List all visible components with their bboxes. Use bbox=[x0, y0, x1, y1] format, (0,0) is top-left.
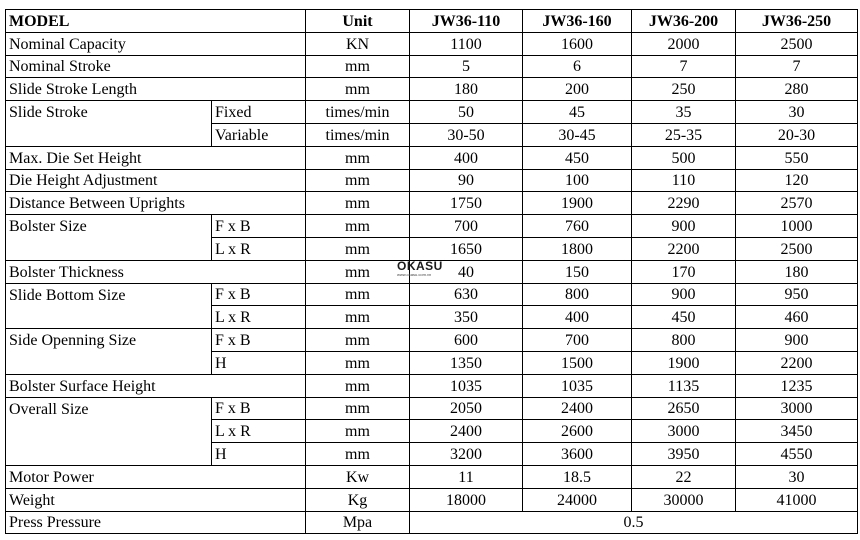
row-label bbox=[6, 420, 212, 443]
row-value-model-4: 550 bbox=[736, 146, 858, 169]
row-sub-label bbox=[212, 374, 306, 397]
row-unit: mm bbox=[306, 420, 410, 443]
row-value-model-1: 50 bbox=[410, 101, 523, 124]
table-row bbox=[6, 397, 858, 420]
row-sub-label: Variable bbox=[212, 123, 306, 146]
row-value-model-1: 1035 bbox=[410, 374, 523, 397]
row-label: Bolster Size bbox=[6, 215, 212, 238]
row-value-model-1: 18000 bbox=[410, 488, 523, 511]
table-row bbox=[6, 192, 858, 215]
row-value-model-2: 45 bbox=[523, 101, 632, 124]
row-sub-label: F x B bbox=[212, 215, 306, 238]
row-value-model-1: 350 bbox=[410, 306, 523, 329]
table-row bbox=[6, 420, 858, 443]
row-value-model-4: 180 bbox=[736, 260, 858, 283]
row-label: Max. Die Set Height bbox=[6, 146, 212, 169]
row-value-model-2: 3600 bbox=[523, 443, 632, 466]
row-value-model-2: 700 bbox=[523, 329, 632, 352]
table-row bbox=[6, 306, 858, 329]
watermark-tagline: www.okasu.com.vn bbox=[397, 272, 432, 277]
row-value-model-4: 2570 bbox=[736, 192, 858, 215]
row-sub-label bbox=[212, 192, 306, 215]
row-value-model-4: 3000 bbox=[736, 397, 858, 420]
table-row bbox=[6, 146, 858, 169]
row-value-model-1: 30-50 bbox=[410, 123, 523, 146]
row-value-model-3: 1900 bbox=[632, 351, 736, 374]
row-value-model-4: 20-30 bbox=[736, 123, 858, 146]
row-unit: mm bbox=[306, 329, 410, 352]
row-value-model-3: 2650 bbox=[632, 397, 736, 420]
row-value-model-3: 250 bbox=[632, 78, 736, 101]
row-value-model-3: 1135 bbox=[632, 374, 736, 397]
row-unit: mm bbox=[306, 443, 410, 466]
row-label: Die Height Adjustment bbox=[6, 169, 212, 192]
row-value-model-4: 30 bbox=[736, 465, 858, 488]
row-value-model-3: 25-35 bbox=[632, 123, 736, 146]
row-sub-label bbox=[212, 465, 306, 488]
row-sub-label bbox=[212, 169, 306, 192]
row-unit: mm bbox=[306, 283, 410, 306]
row-value-model-2: 2600 bbox=[523, 420, 632, 443]
row-value-model-1: 1100 bbox=[410, 32, 523, 55]
header-unit: Unit bbox=[306, 10, 410, 33]
row-unit: Kg bbox=[306, 488, 410, 511]
row-sub-label bbox=[212, 260, 306, 283]
row-sub-label bbox=[212, 32, 306, 55]
row-value-model-2: 1035 bbox=[523, 374, 632, 397]
header-model-1: JW36-110 bbox=[410, 10, 523, 33]
row-sub-label: Fixed bbox=[212, 101, 306, 124]
row-label: Bolster Thickness bbox=[6, 260, 212, 283]
row-unit: mm bbox=[306, 169, 410, 192]
row-label: Weight bbox=[6, 488, 212, 511]
row-label bbox=[6, 306, 212, 329]
row-sub-label bbox=[212, 488, 306, 511]
row-value-model-4: 460 bbox=[736, 306, 858, 329]
header-model-4: JW36-250 bbox=[736, 10, 858, 33]
table-row bbox=[6, 55, 858, 78]
footer-value: 0.5 bbox=[410, 511, 858, 534]
row-value-model-4: 1235 bbox=[736, 374, 858, 397]
row-value-model-2: 400 bbox=[523, 306, 632, 329]
row-value-model-3: 170 bbox=[632, 260, 736, 283]
row-value-model-2: 24000 bbox=[523, 488, 632, 511]
row-value-model-1: 400 bbox=[410, 146, 523, 169]
row-value-model-3: 110 bbox=[632, 169, 736, 192]
table-row bbox=[6, 215, 858, 238]
row-unit: Kw bbox=[306, 465, 410, 488]
row-value-model-3: 800 bbox=[632, 329, 736, 352]
row-value-model-1: 90 bbox=[410, 169, 523, 192]
row-sub-label bbox=[212, 146, 306, 169]
row-value-model-4: 950 bbox=[736, 283, 858, 306]
row-value-model-1: 700 bbox=[410, 215, 523, 238]
row-value-model-1: 1350 bbox=[410, 351, 523, 374]
row-value-model-3: 30000 bbox=[632, 488, 736, 511]
footer-sub-empty bbox=[212, 511, 306, 534]
row-value-model-3: 35 bbox=[632, 101, 736, 124]
footer-unit: Mpa bbox=[306, 511, 410, 534]
row-value-model-1: 2400 bbox=[410, 420, 523, 443]
table-row bbox=[6, 488, 858, 511]
row-value-model-3: 3000 bbox=[632, 420, 736, 443]
row-value-model-4: 2500 bbox=[736, 32, 858, 55]
row-value-model-1: 3200 bbox=[410, 443, 523, 466]
row-value-model-2: 1800 bbox=[523, 237, 632, 260]
row-unit: mm bbox=[306, 215, 410, 238]
row-sub-label: L x R bbox=[212, 306, 306, 329]
row-value-model-2: 1900 bbox=[523, 192, 632, 215]
row-unit: mm bbox=[306, 306, 410, 329]
row-value-model-2: 150 bbox=[523, 260, 632, 283]
row-label: Nominal Capacity bbox=[6, 32, 212, 55]
row-value-model-4: 1000 bbox=[736, 215, 858, 238]
table-row bbox=[6, 32, 858, 55]
header-model: MODEL bbox=[6, 10, 212, 33]
row-sub-label: L x R bbox=[212, 420, 306, 443]
row-value-model-3: 2000 bbox=[632, 32, 736, 55]
row-value-model-1: 5 bbox=[410, 55, 523, 78]
row-unit: KN bbox=[306, 32, 410, 55]
row-value-model-4: 120 bbox=[736, 169, 858, 192]
header-model-2: JW36-160 bbox=[523, 10, 632, 33]
table-row bbox=[6, 283, 858, 306]
table-row bbox=[6, 374, 858, 397]
header-sub-empty bbox=[212, 10, 306, 33]
row-value-model-4: 280 bbox=[736, 78, 858, 101]
table-row bbox=[6, 78, 858, 101]
row-unit: mm bbox=[306, 237, 410, 260]
row-value-model-1: 180 bbox=[410, 78, 523, 101]
row-label: Bolster Surface Height bbox=[6, 374, 212, 397]
row-unit: times/min bbox=[306, 101, 410, 124]
row-value-model-1: 2050 bbox=[410, 397, 523, 420]
row-sub-label: L x R bbox=[212, 237, 306, 260]
header-row bbox=[6, 10, 858, 33]
row-unit: mm bbox=[306, 397, 410, 420]
row-label: Slide Stroke bbox=[6, 101, 212, 124]
table-row bbox=[6, 169, 858, 192]
footer-row bbox=[6, 511, 858, 534]
row-value-model-3: 2290 bbox=[632, 192, 736, 215]
row-unit: mm bbox=[306, 351, 410, 374]
row-value-model-1: 40 bbox=[410, 260, 523, 283]
header-model-3: JW36-200 bbox=[632, 10, 736, 33]
row-value-model-4: 3450 bbox=[736, 420, 858, 443]
row-label: Slide Bottom Size bbox=[6, 283, 212, 306]
row-label bbox=[6, 443, 212, 466]
row-label bbox=[6, 123, 212, 146]
row-value-model-3: 7 bbox=[632, 55, 736, 78]
footer-label: Press Pressure bbox=[6, 511, 212, 534]
row-value-model-4: 2200 bbox=[736, 351, 858, 374]
row-value-model-4: 900 bbox=[736, 329, 858, 352]
row-label bbox=[6, 351, 212, 374]
row-value-model-1: 1750 bbox=[410, 192, 523, 215]
row-sub-label: F x B bbox=[212, 397, 306, 420]
row-value-model-3: 2200 bbox=[632, 237, 736, 260]
row-value-model-4: 30 bbox=[736, 101, 858, 124]
row-label: Nominal Stroke bbox=[6, 55, 212, 78]
row-value-model-1: 11 bbox=[410, 465, 523, 488]
table-row bbox=[6, 465, 858, 488]
row-value-model-4: 4550 bbox=[736, 443, 858, 466]
row-value-model-3: 450 bbox=[632, 306, 736, 329]
row-label: Distance Between Uprights bbox=[6, 192, 212, 215]
row-unit: mm bbox=[306, 78, 410, 101]
watermark-logo bbox=[397, 260, 461, 278]
row-value-model-4: 41000 bbox=[736, 488, 858, 511]
row-sub-label: H bbox=[212, 443, 306, 466]
row-label bbox=[6, 237, 212, 260]
row-value-model-2: 18.5 bbox=[523, 465, 632, 488]
row-value-model-2: 760 bbox=[523, 215, 632, 238]
table-row bbox=[6, 101, 858, 124]
row-unit: mm bbox=[306, 192, 410, 215]
table-row bbox=[6, 329, 858, 352]
row-sub-label: F x B bbox=[212, 283, 306, 306]
row-value-model-2: 100 bbox=[523, 169, 632, 192]
row-value-model-1: 600 bbox=[410, 329, 523, 352]
row-value-model-2: 2400 bbox=[523, 397, 632, 420]
row-value-model-3: 22 bbox=[632, 465, 736, 488]
row-value-model-2: 1600 bbox=[523, 32, 632, 55]
row-value-model-2: 30-45 bbox=[523, 123, 632, 146]
row-label: Overall Size bbox=[6, 397, 212, 420]
row-label: Slide Stroke Length bbox=[6, 78, 212, 101]
row-value-model-3: 500 bbox=[632, 146, 736, 169]
row-value-model-3: 900 bbox=[632, 215, 736, 238]
row-value-model-3: 900 bbox=[632, 283, 736, 306]
row-value-model-4: 2500 bbox=[736, 237, 858, 260]
row-sub-label bbox=[212, 55, 306, 78]
row-unit: times/min bbox=[306, 123, 410, 146]
row-label: Motor Power bbox=[6, 465, 212, 488]
row-unit: mm bbox=[306, 260, 410, 283]
row-value-model-3: 3950 bbox=[632, 443, 736, 466]
row-value-model-2: 200 bbox=[523, 78, 632, 101]
row-value-model-2: 6 bbox=[523, 55, 632, 78]
row-sub-label: H bbox=[212, 351, 306, 374]
row-value-model-2: 450 bbox=[523, 146, 632, 169]
watermark-logo-text: OKASU bbox=[397, 259, 443, 273]
row-value-model-1: 1650 bbox=[410, 237, 523, 260]
row-label: Side Openning Size bbox=[6, 329, 212, 352]
table-row bbox=[6, 123, 858, 146]
row-value-model-2: 800 bbox=[523, 283, 632, 306]
row-unit: mm bbox=[306, 146, 410, 169]
row-unit: mm bbox=[306, 55, 410, 78]
row-sub-label: F x B bbox=[212, 329, 306, 352]
row-unit: mm bbox=[306, 374, 410, 397]
row-value-model-2: 1500 bbox=[523, 351, 632, 374]
table-row bbox=[6, 443, 858, 466]
row-value-model-1: 630 bbox=[410, 283, 523, 306]
row-sub-label bbox=[212, 78, 306, 101]
row-value-model-4: 7 bbox=[736, 55, 858, 78]
table-row bbox=[6, 351, 858, 374]
table-row bbox=[6, 237, 858, 260]
